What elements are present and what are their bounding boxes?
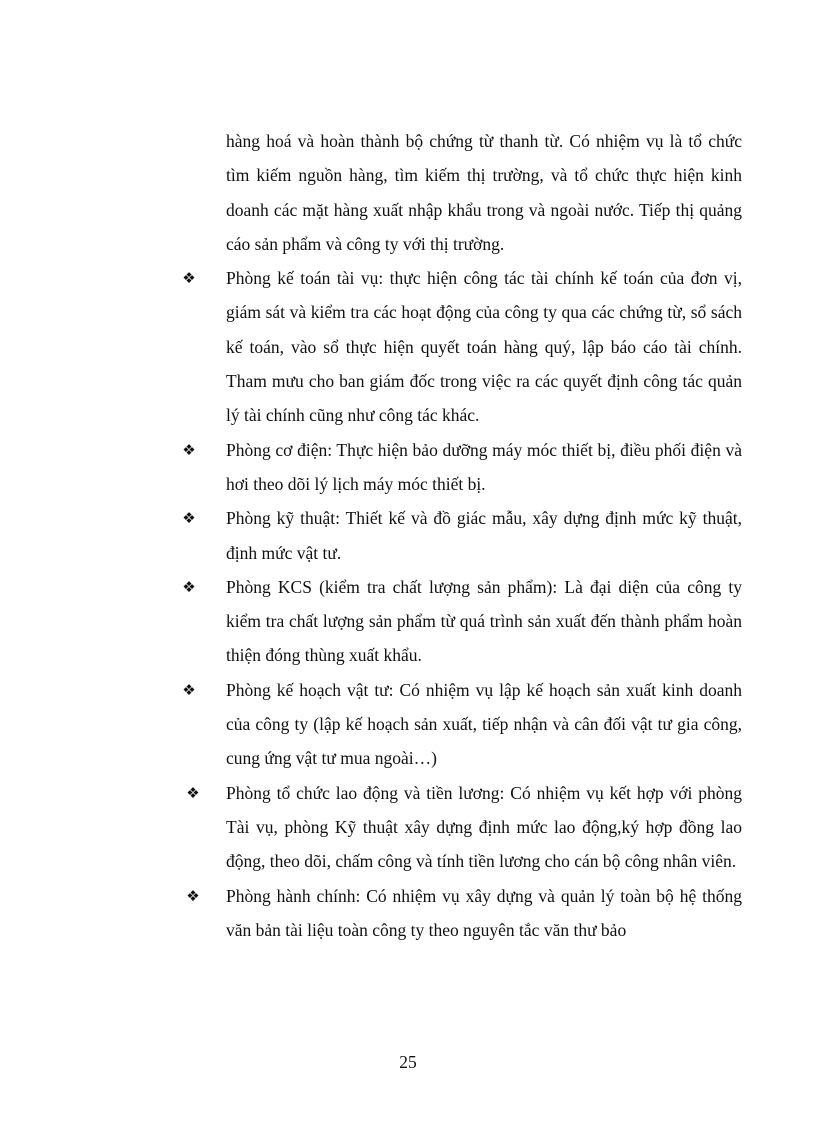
diamond-bullet-icon: ❖ [182, 577, 196, 596]
list-item-text: Phòng kế hoạch vật tư: Có nhiệm vụ lập kế hoạch sản xuất kinh doanh của công ty (lập kế hoạch sản xuất, tiếp nhận và cân đối vật tư gia công, cung ứng vật tư mua ngoài…) [226, 679, 742, 769]
diamond-bullet-icon: ❖ [186, 886, 200, 905]
list-item-text: Phòng hành chính: Có nhiệm vụ xây dựng và quản lý toàn bộ hệ thống văn bản tài liệu toàn công ty theo nguyên tắc văn thư bảo [226, 885, 742, 940]
list-item-text: Phòng cơ điện: Thực hiện bảo dưỡng máy móc thiết bị, điều phối điện và hơi theo dõi lý lịch máy móc thiết bị. [226, 439, 742, 494]
page-number: 25 [399, 1052, 417, 1072]
list-item-text: Phòng kỹ thuật: Thiết kế và đồ giác mẫu, xây dựng định mức kỹ thuật, định mức vật tư. [226, 508, 742, 563]
list-item-text: Phòng tổ chức lao động và tiền lương: Có nhiệm vụ kết hợp với phòng Tài vụ, phòng Kỹ thuật xây dựng định mức lao động,ký hợp đồng lao động, theo dõi, chấm công và tính tiền lương cho cán bộ công nhân viên. [226, 782, 742, 872]
list-item [182, 261, 742, 432]
list-item [182, 433, 742, 502]
list-item [182, 570, 742, 673]
list-item [186, 776, 742, 879]
diamond-bullet-icon: ❖ [182, 269, 196, 288]
list-item [182, 501, 742, 570]
continuation-paragraph: hàng hoá và hoàn thành bộ chứng từ thanh từ. Có nhiệm vụ là tổ chức tìm kiếm nguồn hàng, tìm kiếm thị trường, và tổ chức thực hiện kinh doanh các mặt hàng xuất nhập khẩu trong và ngoài nước. Tiếp thị quảng cáo sản phẩm và công ty với thị trường. [226, 131, 742, 254]
diamond-bullet-icon: ❖ [186, 783, 200, 802]
document-body [182, 124, 742, 947]
list-item-text: Phòng KCS (kiểm tra chất lượng sản phẩm): Là đại diện của công ty kiểm tra chất lượng sản phẩm từ quá trình sản xuất đến thành phẩm hoàn thiện đóng thùng xuất khẩu. [226, 576, 742, 666]
diamond-bullet-icon: ❖ [182, 509, 196, 528]
diamond-bullet-icon: ❖ [182, 440, 196, 459]
list-item [182, 673, 742, 776]
list-item-text: Phòng kế toán tài vụ: thực hiện công tác tài chính kế toán của đơn vị, giám sát và kiểm tra các hoạt động của công ty qua các chứng từ, sổ sách kế toán, vào sổ thực hiện quyết toán hàng quý, lập báo cáo tài chính. Tham mưu cho ban giám đốc trong việc ra các quyết định công tác quản lý tài chính cũng như công tác khác. [226, 268, 742, 426]
diamond-bullet-icon: ❖ [182, 680, 196, 699]
list-item [186, 879, 742, 948]
